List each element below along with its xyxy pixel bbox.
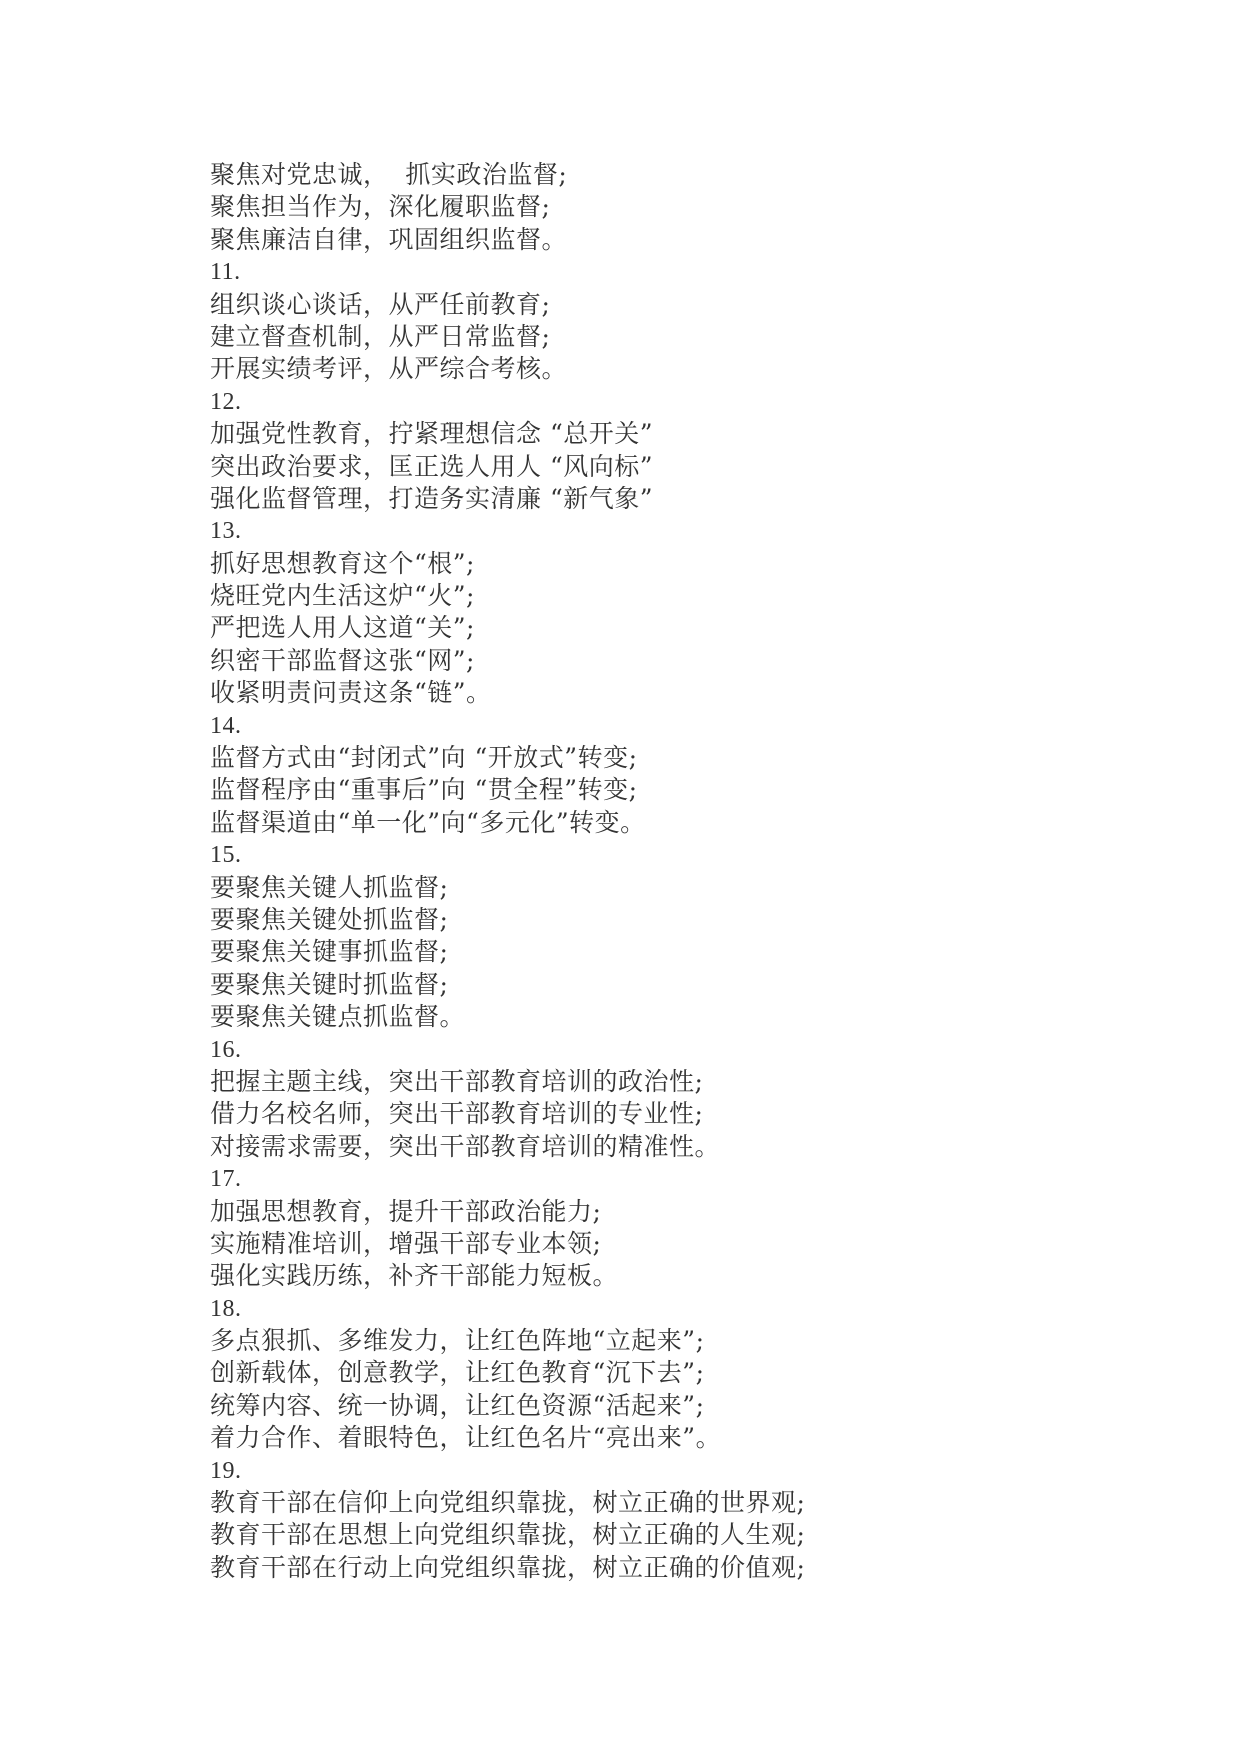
text-line: 建立督查机制，从严日常监督; [210,321,551,351]
text-line: 加强党性教育，拧紧理想信念 “总开关” [210,419,654,449]
text-line: 要聚焦关键时抓监督; [210,969,449,999]
text-line: 监督程序由“重事后”向 “贯全程”转变; [210,775,638,805]
text-line: 要聚焦关键人抓监督; [210,872,449,902]
section-number: 11. [210,259,241,286]
text-line: 组织谈心谈话，从严任前教育; [210,289,551,319]
text-line: 教育干部在信仰上向党组织靠拢，树立正确的世界观; [210,1488,806,1518]
text-line: 强化监督管理，打造务实清廉 “新气象” [210,483,654,513]
document-body [210,159,1170,1584]
text-line: 抓好思想教育这个“根”; [210,548,475,578]
text-line: 收紧明责问责这条“链”。 [210,678,492,708]
section-number: 15. [210,842,242,869]
text-line: 统筹内容、统一协调，让红色资源“活起来”; [210,1390,705,1420]
text-line: 把握主题主线，突出干部教育培训的政治性; [210,1066,704,1096]
text-line: 监督方式由“封闭式”向 “开放式”转变; [210,743,638,773]
section-number: 14. [210,712,242,739]
text-line: 要聚焦关键点抓监督。 [210,1002,466,1032]
section-number: 12. [210,388,242,415]
text-line: 强化实践历练，补齐干部能力短板。 [210,1261,619,1291]
section-number: 16. [210,1036,242,1063]
text-line: 聚焦担当作为，深化履职监督; [210,192,551,222]
text-line: 要聚焦关键处抓监督; [210,904,449,934]
text-line: 监督渠道由“单一化”向“多元化”转变。 [210,807,646,837]
text-line: 多点狠抓、多维发力，让红色阵地“立起来”; [210,1326,705,1356]
text-line: 要聚焦关键事抓监督; [210,937,449,967]
text-line: 着力合作、着眼特色，让红色名片“亮出来”。 [210,1423,722,1453]
text-line: 对接需求需要，突出干部教育培训的精准性。 [210,1131,721,1161]
text-line: 严把选人用人这道“关”; [210,613,475,643]
section-number: 19. [210,1457,242,1484]
text-line: 借力名校名师，突出干部教育培训的专业性; [210,1099,704,1129]
text-line: 实施精准培训，增强干部专业本领; [210,1228,602,1258]
text-line: 聚焦对党忠诚， 抓实政治监督; [210,160,568,189]
text-line: 创新载体，创意教学，让红色教育“沉下去”; [210,1358,705,1388]
text-line: 开展实绩考评，从严综合考核。 [210,354,568,384]
section-number: 18. [210,1295,242,1322]
text-line: 加强思想教育，提升干部政治能力; [210,1196,602,1226]
text-line: 突出政治要求，匡正选人用人 “风向标” [210,451,654,481]
text-line: 教育干部在思想上向党组织靠拢，树立正确的人生观; [210,1520,806,1550]
text-line: 教育干部在行动上向党组织靠拢，树立正确的价值观; [210,1552,806,1582]
section-number: 13. [210,518,242,545]
text-line: 烧旺党内生活这炉“火”; [210,581,475,611]
text-line: 织密干部监督这张“网”; [210,645,475,675]
section-number: 17. [210,1166,242,1193]
text-line: 聚焦廉洁自律，巩固组织监督。 [210,224,568,254]
